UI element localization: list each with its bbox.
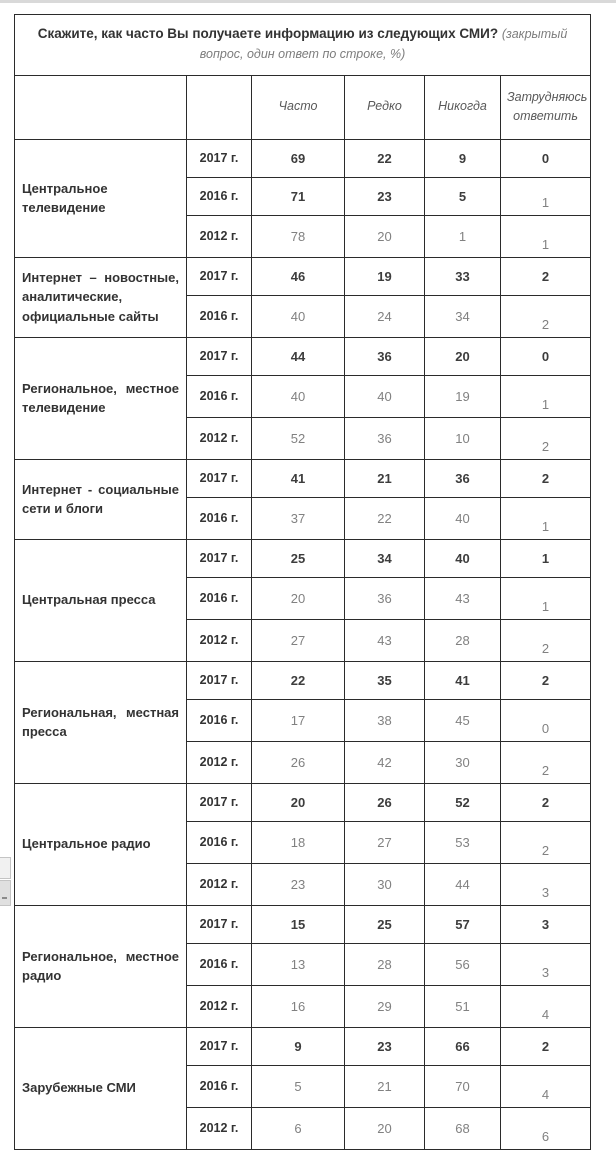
value-cell: 43 [425, 577, 501, 619]
value-cell: 2 [501, 459, 591, 497]
year-label: 2017 г. [187, 783, 252, 821]
value-cell: 2 [501, 821, 591, 863]
year-label: 2017 г. [187, 139, 252, 177]
value-cell: 3 [501, 905, 591, 943]
media-label: Интернет – новостные, аналитические, официальные сайты [15, 257, 187, 337]
value-cell: 45 [425, 699, 501, 741]
value-cell: 20 [345, 1107, 425, 1149]
value-cell: 27 [345, 821, 425, 863]
table-row [15, 139, 591, 177]
value-cell: 53 [425, 821, 501, 863]
year-label: 2016 г. [187, 375, 252, 417]
survey-results-table [14, 14, 591, 1150]
value-cell: 30 [425, 741, 501, 783]
minus-icon [2, 897, 7, 899]
value-cell: 66 [425, 1027, 501, 1065]
value-cell: 33 [425, 257, 501, 295]
value-cell: 18 [252, 821, 345, 863]
table-header-row [15, 75, 591, 139]
table-row [15, 539, 591, 577]
value-cell: 9 [425, 139, 501, 177]
value-cell: 27 [252, 619, 345, 661]
year-label: 2017 г. [187, 257, 252, 295]
table-body [15, 139, 591, 1149]
value-cell: 9 [252, 1027, 345, 1065]
value-cell: 0 [501, 699, 591, 741]
year-label: 2016 г. [187, 177, 252, 215]
year-label: 2016 г. [187, 943, 252, 985]
value-cell: 36 [345, 417, 425, 459]
value-cell: 19 [345, 257, 425, 295]
table-row [15, 459, 591, 497]
header-cell-never: Никогда [425, 75, 501, 139]
value-cell: 70 [425, 1065, 501, 1107]
value-cell: 40 [425, 539, 501, 577]
value-cell: 2 [501, 295, 591, 337]
value-cell: 56 [425, 943, 501, 985]
year-label: 2012 г. [187, 985, 252, 1027]
floating-widget-bottom[interactable] [0, 880, 11, 906]
value-cell: 20 [345, 215, 425, 257]
value-cell: 40 [252, 295, 345, 337]
table-title-note: (закрытый вопрос, один ответ по строке, %) [199, 27, 568, 62]
media-label: Центральное радио [15, 783, 187, 905]
value-cell: 23 [252, 863, 345, 905]
media-label: Центральная пресса [15, 539, 187, 661]
media-label: Интернет - социальные сети и блоги [15, 459, 187, 539]
value-cell: 57 [425, 905, 501, 943]
value-cell: 40 [345, 375, 425, 417]
value-cell: 5 [252, 1065, 345, 1107]
value-cell: 34 [345, 539, 425, 577]
value-cell: 52 [252, 417, 345, 459]
value-cell: 2 [501, 1027, 591, 1065]
value-cell: 6 [501, 1107, 591, 1149]
value-cell: 36 [425, 459, 501, 497]
value-cell: 21 [345, 459, 425, 497]
table-title-cell [15, 15, 591, 76]
page-top-strip [0, 0, 616, 3]
year-label: 2016 г. [187, 1065, 252, 1107]
value-cell: 38 [345, 699, 425, 741]
value-cell: 1 [501, 375, 591, 417]
year-label: 2012 г. [187, 619, 252, 661]
value-cell: 2 [501, 783, 591, 821]
value-cell: 28 [345, 943, 425, 985]
value-cell: 1 [501, 177, 591, 215]
value-cell: 22 [345, 139, 425, 177]
value-cell: 2 [501, 661, 591, 699]
table-row [15, 661, 591, 699]
value-cell: 25 [252, 539, 345, 577]
value-cell: 51 [425, 985, 501, 1027]
year-label: 2016 г. [187, 295, 252, 337]
value-cell: 44 [252, 337, 345, 375]
table-title-row [15, 15, 591, 76]
year-label: 2012 г. [187, 863, 252, 905]
value-cell: 37 [252, 497, 345, 539]
value-cell: 36 [345, 337, 425, 375]
header-cell-often: Часто [252, 75, 345, 139]
value-cell: 0 [501, 337, 591, 375]
value-cell: 26 [252, 741, 345, 783]
value-cell: 69 [252, 139, 345, 177]
value-cell: 1 [501, 539, 591, 577]
value-cell: 25 [345, 905, 425, 943]
value-cell: 52 [425, 783, 501, 821]
value-cell: 4 [501, 985, 591, 1027]
header-cell-empty-year [187, 75, 252, 139]
value-cell: 17 [252, 699, 345, 741]
table-row [15, 337, 591, 375]
table-row [15, 905, 591, 943]
value-cell: 4 [501, 1065, 591, 1107]
year-label: 2017 г. [187, 1027, 252, 1065]
year-label: 2016 г. [187, 821, 252, 863]
value-cell: 3 [501, 863, 591, 905]
header-cell-empty-media [15, 75, 187, 139]
value-cell: 0 [501, 139, 591, 177]
table-row [15, 783, 591, 821]
media-label: Региональная, местная пресса [15, 661, 187, 783]
value-cell: 29 [345, 985, 425, 1027]
value-cell: 40 [425, 497, 501, 539]
value-cell: 42 [345, 741, 425, 783]
year-label: 2017 г. [187, 459, 252, 497]
year-label: 2012 г. [187, 741, 252, 783]
value-cell: 78 [252, 215, 345, 257]
value-cell: 44 [425, 863, 501, 905]
value-cell: 3 [501, 943, 591, 985]
value-cell: 20 [252, 783, 345, 821]
year-label: 2016 г. [187, 497, 252, 539]
value-cell: 26 [345, 783, 425, 821]
value-cell: 19 [425, 375, 501, 417]
year-label: 2012 г. [187, 215, 252, 257]
value-cell: 35 [345, 661, 425, 699]
value-cell: 20 [252, 577, 345, 619]
value-cell: 15 [252, 905, 345, 943]
value-cell: 30 [345, 863, 425, 905]
value-cell: 10 [425, 417, 501, 459]
value-cell: 2 [501, 417, 591, 459]
value-cell: 23 [345, 177, 425, 215]
media-label: Региональное, местное радио [15, 905, 187, 1027]
value-cell: 1 [501, 577, 591, 619]
value-cell: 21 [345, 1065, 425, 1107]
value-cell: 2 [501, 741, 591, 783]
value-cell: 43 [345, 619, 425, 661]
media-label: Региональное, местное телевидение [15, 337, 187, 459]
value-cell: 46 [252, 257, 345, 295]
value-cell: 13 [252, 943, 345, 985]
table-row [15, 257, 591, 295]
year-label: 2012 г. [187, 417, 252, 459]
value-cell: 36 [345, 577, 425, 619]
year-label: 2017 г. [187, 661, 252, 699]
value-cell: 34 [425, 295, 501, 337]
year-label: 2017 г. [187, 337, 252, 375]
value-cell: 20 [425, 337, 501, 375]
value-cell: 2 [501, 257, 591, 295]
year-label: 2017 г. [187, 539, 252, 577]
header-cell-rarely: Редко [345, 75, 425, 139]
value-cell: 24 [345, 295, 425, 337]
value-cell: 16 [252, 985, 345, 1027]
header-cell-difficult: Затрудняюсь ответить [501, 75, 591, 139]
value-cell: 28 [425, 619, 501, 661]
value-cell: 2 [501, 619, 591, 661]
value-cell: 68 [425, 1107, 501, 1149]
value-cell: 23 [345, 1027, 425, 1065]
year-label: 2016 г. [187, 699, 252, 741]
year-label: 2017 г. [187, 905, 252, 943]
value-cell: 22 [345, 497, 425, 539]
floating-widget-top[interactable] [0, 857, 11, 879]
year-label: 2012 г. [187, 1107, 252, 1149]
value-cell: 41 [425, 661, 501, 699]
value-cell: 5 [425, 177, 501, 215]
value-cell: 6 [252, 1107, 345, 1149]
value-cell: 1 [501, 497, 591, 539]
media-label: Зарубежные СМИ [15, 1027, 187, 1149]
year-label: 2016 г. [187, 577, 252, 619]
value-cell: 1 [501, 215, 591, 257]
value-cell: 71 [252, 177, 345, 215]
value-cell: 41 [252, 459, 345, 497]
table-row [15, 1027, 591, 1065]
value-cell: 40 [252, 375, 345, 417]
value-cell: 1 [425, 215, 501, 257]
media-label: Центральное телевидение [15, 139, 187, 257]
value-cell: 22 [252, 661, 345, 699]
table-title-question: Скажите, как часто Вы получаете информацию из следующих СМИ? [37, 26, 499, 41]
